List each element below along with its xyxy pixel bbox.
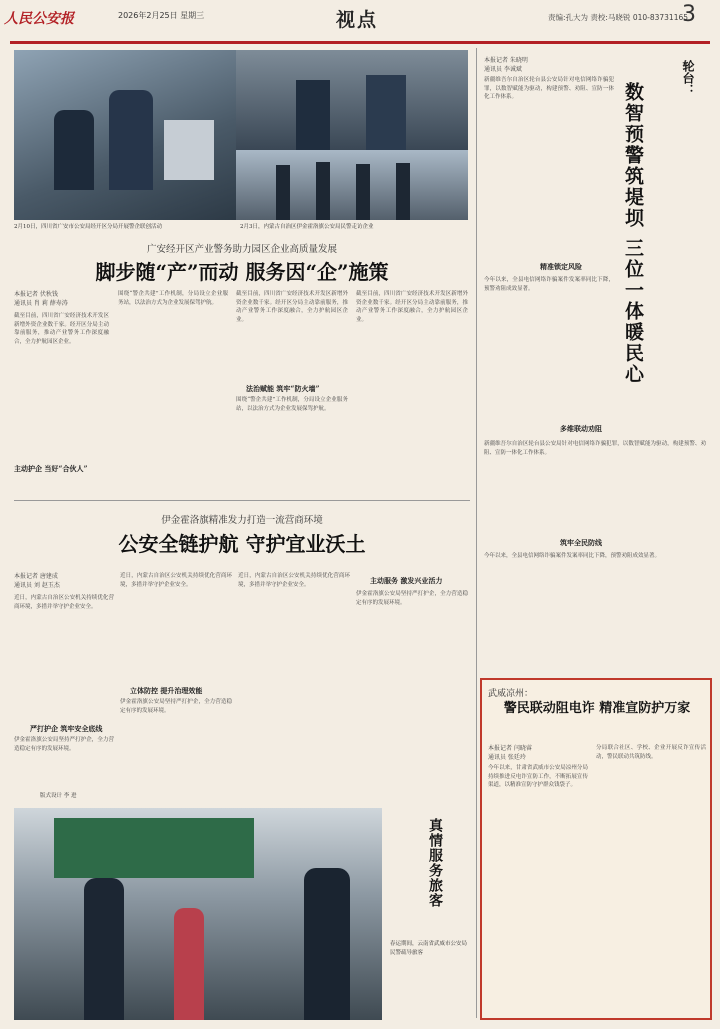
article1-kicker: 广安经开区产业警务助力园区企业高质量发展 xyxy=(146,244,337,255)
article2-subhead-1: 严打护企 筑牢安全底线 xyxy=(30,724,103,733)
article3-body-1: 新疆维吾尔自治区轮台县公安局针对电信网络诈骗犯罪，以数智赋能为驱动，构建预警、劝阻、宣防一体化工作体系。 xyxy=(484,77,614,101)
footer-editor: 版式设计 李 进 xyxy=(40,793,77,799)
divider-1 xyxy=(14,500,470,501)
article3-subhead-3: 筑牢全民防线 xyxy=(560,538,602,547)
article1-subhead-2: 法治赋能 筑牢“防火墙” xyxy=(246,384,320,393)
article2-body-2: 伊金霍洛旗公安局坚持严打护企，全力营造稳定有序的发展环境。 xyxy=(14,737,114,752)
section-title: 视点 xyxy=(336,9,379,31)
article1-body-3: 截至目前，四川省广安经济技术开发区新增外资企业数千家。经开区分局主动靠前服务，推动产业警务工作深度融合，全力护航园区企业。 xyxy=(236,291,348,323)
article1-byline: 本报记者 伏秋钱 通讯员 肖 莉 薛寿涛 xyxy=(14,291,68,307)
article3-body-4: 今年以来，全县电信网络诈骗案件发案率同比下降，预警劝阻成效显著。 xyxy=(484,553,661,559)
issue-date: 2026年2月25日 星期三 xyxy=(118,11,205,20)
photo-police-visit xyxy=(236,150,468,220)
photo-caption-2: 2月3日，内蒙古自治区伊金霍洛旗公安局民警走访企业 xyxy=(240,224,374,230)
photo-caption-3: 春运期间，云南省武威市公安局民警疏导旅客 xyxy=(390,941,468,956)
article2-body-4: 伊金霍洛旗公安局坚持严打护企，全力营造稳定有序的发展环境。 xyxy=(120,699,232,714)
photo-station-police xyxy=(14,808,382,1020)
article2-headline: 公安全链护航 守护宜业沃土 xyxy=(118,532,366,556)
article3-subhead-1: 精准锁定风险 xyxy=(540,262,582,271)
article4-body-2: 分局联合社区、学校、企业开展反诈宣传活动，警民联动共筑防线。 xyxy=(596,745,706,760)
photo-caption-1: 2月10日，四川省广安市公安局经开区分局开展警企联创活动 xyxy=(14,224,162,230)
article2-kicker: 伊金霍洛旗精准发力打造一流营商环境 xyxy=(161,515,323,526)
article3-body-3: 新疆维吾尔自治区轮台县公安局针对电信网络诈骗犯罪，以数智赋能为驱动，构建预警、劝阻、宣防一体化工作体系。 xyxy=(484,441,706,456)
photo-police-factory xyxy=(14,50,236,220)
article2-body-5: 近日，内蒙古自治区公安机关持续优化营商环境，多措并举守护企业安全。 xyxy=(238,573,350,588)
article2-body-6: 伊金霍洛旗公安局坚持严打护企，全力营造稳定有序的发展环境。 xyxy=(356,591,468,606)
article3-body-2: 今年以来，全县电信网络诈骗案件发案率同比下降，预警劝阻成效显著。 xyxy=(484,277,614,292)
article4-body-1: 今年以来，甘肃省武威市公安局凉州分局持续推进反电诈宣防工作，不断拓展宣传渠道，以精准宣防守护群众钱袋子。 xyxy=(488,765,588,789)
article1-subhead-1: 主动护企 当好“合伙人” xyxy=(14,464,88,473)
article3-byline: 本报记者 朱晓明 通讯员 李诚斌 xyxy=(484,57,528,73)
article1-body-4: 围绕“警企共建”工作机制，分局设立企业服务站，以法治方式为企业发展保驾护航。 xyxy=(236,397,348,412)
article2-body-1: 近日，内蒙古自治区公安机关持续优化营商环境，多措并举守护企业安全。 xyxy=(14,595,114,610)
article1-body-2: 围绕“警企共建”工作机制，分局设立企业服务站，以法治方式为企业发展保驾护航。 xyxy=(118,291,228,306)
article4-headline: 警民联动阻电诈 精准宣防护万家 xyxy=(503,701,691,716)
article3-headline: 数智预警筑堤坝 三位一体暖民心 xyxy=(622,82,644,385)
article3-kicker: 轮台： xyxy=(681,60,695,96)
newspaper-logo: 人民公安报 xyxy=(4,11,74,27)
article4-byline: 本报记者 闫晓睿 通讯员 张廷玲 xyxy=(488,745,532,761)
sidebar-vertical-title: 真情服务旅客 xyxy=(427,818,443,908)
article2-subhead-2: 立体防控 提升治理效能 xyxy=(130,686,203,695)
editors-line: 责编:孔大为 责校:马晓锐 010-83731165 xyxy=(548,13,689,22)
article1-headline: 脚步随“产”而动 服务因“企”施策 xyxy=(95,260,389,284)
article2-byline: 本报记者 唐建成 通讯员 刘 赵玉杰 xyxy=(14,573,60,589)
article1-body-1: 截至目前，四川省广安经济技术开发区新增外资企业数千家。经开区分局主动靠前服务，推动产业警务工作深度融合，全力护航园区企业。 xyxy=(14,313,109,345)
article1-body-5: 截至目前，四川省广安经济技术开发区新增外资企业数千家。经开区分局主动靠前服务，推动产业警务工作深度融合，全力护航园区企业。 xyxy=(356,291,468,323)
page-number: 3 xyxy=(682,2,696,27)
article4-kicker: 武威凉州： xyxy=(488,689,534,699)
article3-subhead-2: 多维联动劝阻 xyxy=(560,424,602,433)
article2-body-3: 近日，内蒙古自治区公安机关持续优化营商环境，多措并举守护企业安全。 xyxy=(120,573,232,588)
column-divider xyxy=(476,48,477,1018)
article2-subhead-3: 主动服务 激发兴业活力 xyxy=(370,576,443,585)
photo-police-office xyxy=(236,50,468,150)
